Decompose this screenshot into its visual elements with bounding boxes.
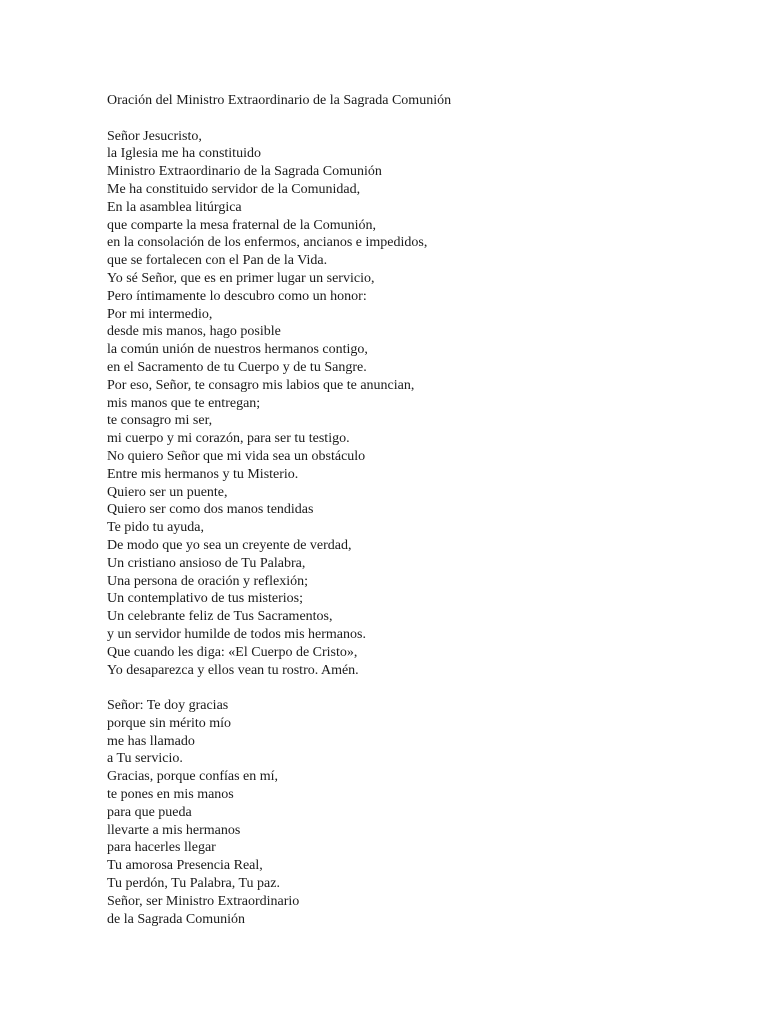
text-line: Una persona de oración y reflexión; [107,573,308,589]
text-line: mis manos que te entregan; [107,395,261,411]
text-line: En la asamblea litúrgica [107,199,242,215]
text-line: No quiero Señor que mi vida sea un obstáculo [107,448,366,464]
text-line: Quiero ser un puente, [107,484,228,500]
text-line: Señor, ser Ministro Extraordinario [107,893,300,909]
text-line: la común unión de nuestros hermanos contigo, [107,342,368,358]
text-line: que comparte la mesa fraternal de la Comunión, [107,217,377,233]
text-line: Ministro Extraordinario de la Sagrada Comunión [107,164,382,180]
text-line: te consagro mi ser, [107,413,213,429]
text-line: Señor Jesucristo, [107,128,202,144]
text-line: en la consolación de los enfermos, ancianos e impedidos, [107,235,428,251]
text-line: Por eso, Señor, te consagro mis labios que te anuncian, [107,377,415,393]
text-line: Un contemplativo de tus misterios; [107,591,303,607]
text-line: Tu amorosa Presencia Real, [107,858,263,874]
text-line: porque sin mérito mío [107,715,232,731]
text-line: Yo sé Señor, que es en primer lugar un servicio, [107,270,375,286]
text-line: Un cristiano ansioso de Tu Palabra, [107,555,306,571]
text-line: Gracias, porque confías en mí, [107,769,279,785]
text-line: Pero íntimamente lo descubro como un honor: [107,288,367,304]
text-line: en el Sacramento de tu Cuerpo y de tu Sangre. [107,359,367,375]
text-line: y un servidor humilde de todos mis hermanos. [107,626,366,642]
text-line: Un celebrante feliz de Tus Sacramentos, [107,609,333,625]
document-body [107,128,747,929]
text-line: De modo que yo sea un creyente de verdad, [107,537,352,553]
text-line: Que cuando les diga: «El Cuerpo de Cristo», [107,644,358,660]
text-line: Por mi intermedio, [107,306,213,322]
text-line: a Tu servicio. [107,751,183,767]
document-title: Oración del Ministro Extraordinario de la Sagrada Comunión [107,93,452,108]
text-line: te pones en mis manos [107,787,234,803]
text-line: Yo desaparezca y ellos vean tu rostro. Amén. [107,662,359,678]
text-line: Tu perdón, Tu Palabra, Tu paz. [107,876,280,892]
stanza-2 [107,697,747,928]
text-line: de la Sagrada Comunión [107,911,246,927]
text-line: Me ha constituido servidor de la Comunidad, [107,181,361,197]
text-line: que se fortalecen con el Pan de la Vida. [107,253,328,269]
text-line: llevarte a mis hermanos [107,822,241,838]
text-line: Te pido tu ayuda, [107,520,204,536]
text-line: Señor: Te doy gracias [107,698,229,714]
text-line: me has llamado [107,733,195,749]
text-line: la Iglesia me ha constituido [107,146,261,162]
text-line: desde mis manos, hago posible [107,324,281,340]
text-line: Entre mis hermanos y tu Misterio. [107,466,299,482]
text-line: mi cuerpo y mi corazón, para ser tu testigo. [107,431,350,447]
document-page [107,92,747,928]
text-line: para que pueda [107,804,192,820]
text-line: Quiero ser como dos manos tendidas [107,502,314,518]
stanza-1 [107,128,747,680]
text-line: para hacerles llegar [107,840,216,856]
